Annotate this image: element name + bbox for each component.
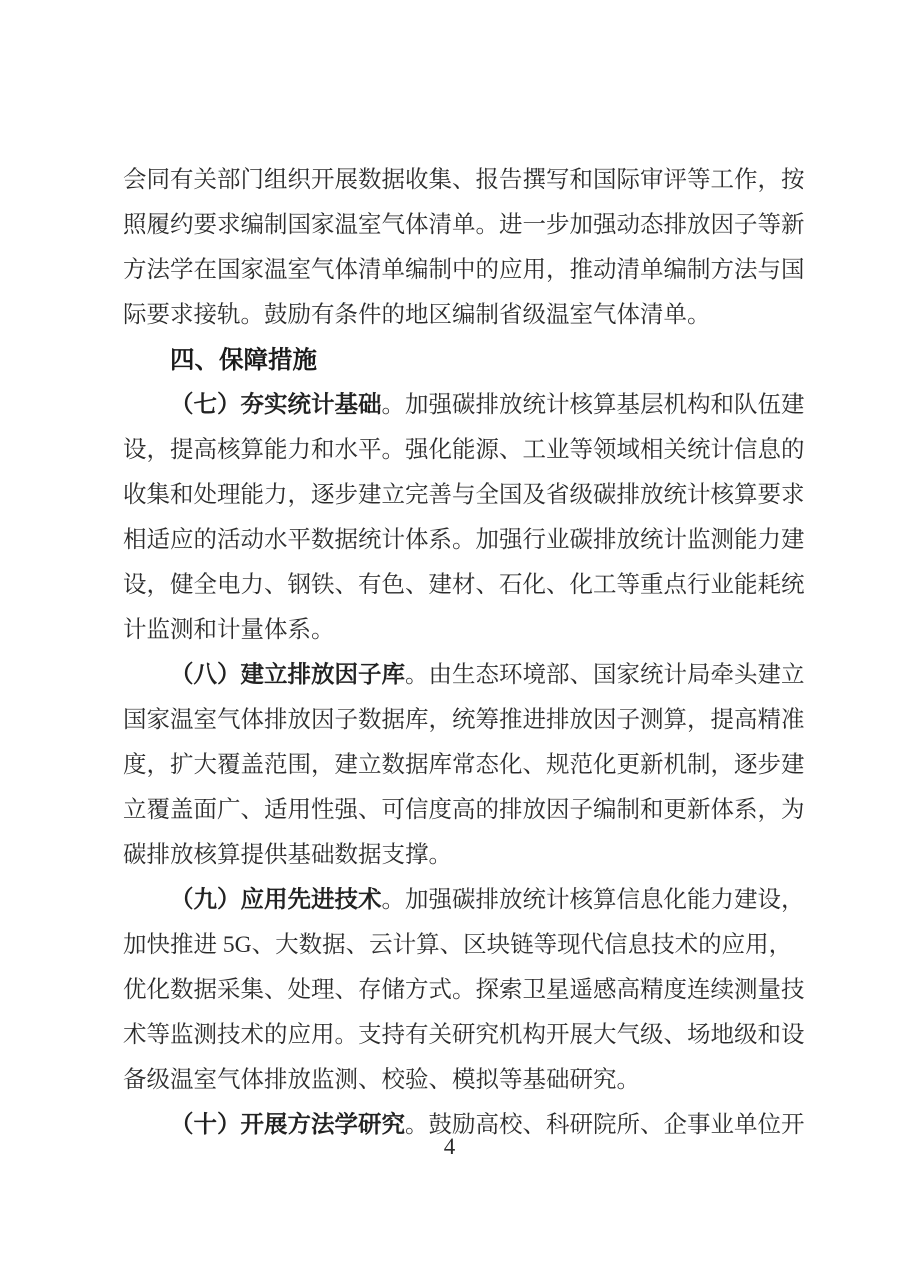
- text-line: 设，提高核算能力和水平。强化能源、工业等领域相关统计信息的: [123, 437, 805, 463]
- text-line: 度，扩大覆盖范围，建立数据库常态化、规范化更新机制，逐步建: [123, 752, 805, 778]
- text-line: 会同有关部门组织开展数据收集、报告撰写和国际审评等工作，按: [123, 167, 805, 193]
- page-number: 4: [443, 1134, 456, 1159]
- text-line: 方法学在国家温室气体清单编制中的应用，推动清单编制方法与国: [123, 257, 805, 283]
- section-heading: 四、保障措施: [170, 347, 317, 374]
- text-line: 国家温室气体排放因子数据库，统筹推进排放因子测算，提高精准: [123, 707, 805, 733]
- document-body: [123, 158, 813, 1148]
- item-lead: （九）应用先进技术: [170, 887, 382, 913]
- text-line: （八）建立排放因子库。由生态环境部、国家统计局牵头建立: [170, 662, 805, 688]
- text-line: （十）开展方法学研究。鼓励高校、科研院所、企事业单位开: [170, 1112, 805, 1138]
- text-line: 照履约要求编制国家温室气体清单。进一步加强动态排放因子等新: [123, 212, 805, 238]
- item-lead: （七）夯实统计基础: [170, 392, 382, 418]
- text-line: 收集和处理能力，逐步建立完善与全国及省级碳排放统计核算要求: [123, 482, 805, 508]
- item-lead: （八）建立排放因子库: [170, 662, 405, 688]
- text-line: 优化数据采集、处理、存储方式。探索卫星遥感高精度连续测量技: [123, 977, 805, 1003]
- text-line: （七）夯实统计基础。加强碳排放统计核算基层机构和队伍建: [170, 392, 805, 418]
- text-line: 相适应的活动水平数据统计体系。加强行业碳排放统计监测能力建: [123, 527, 805, 553]
- text-line: 术等监测技术的应用。支持有关研究机构开展大气级、场地级和设: [123, 1022, 805, 1048]
- text-line: 设，健全电力、钢铁、有色、建材、石化、化工等重点行业能耗统: [123, 572, 805, 598]
- text-line: 际要求接轨。鼓励有条件的地区编制省级温室气体清单。: [123, 302, 711, 328]
- text-line: 计监测和计量体系。: [123, 617, 335, 643]
- text-line: 加快推进 5G、大数据、云计算、区块链等现代信息技术的应用，: [123, 932, 793, 958]
- text-line: （九）应用先进技术。加强碳排放统计核算信息化能力建设，: [170, 887, 805, 913]
- item-lead: （十）开展方法学研究: [170, 1112, 405, 1138]
- text-line: 备级温室气体排放监测、校验、模拟等基础研究。: [123, 1067, 640, 1093]
- text-line: 立覆盖面广、适用性强、可信度高的排放因子编制和更新体系，为: [123, 797, 805, 823]
- text-line: 碳排放核算提供基础数据支撑。: [123, 842, 452, 868]
